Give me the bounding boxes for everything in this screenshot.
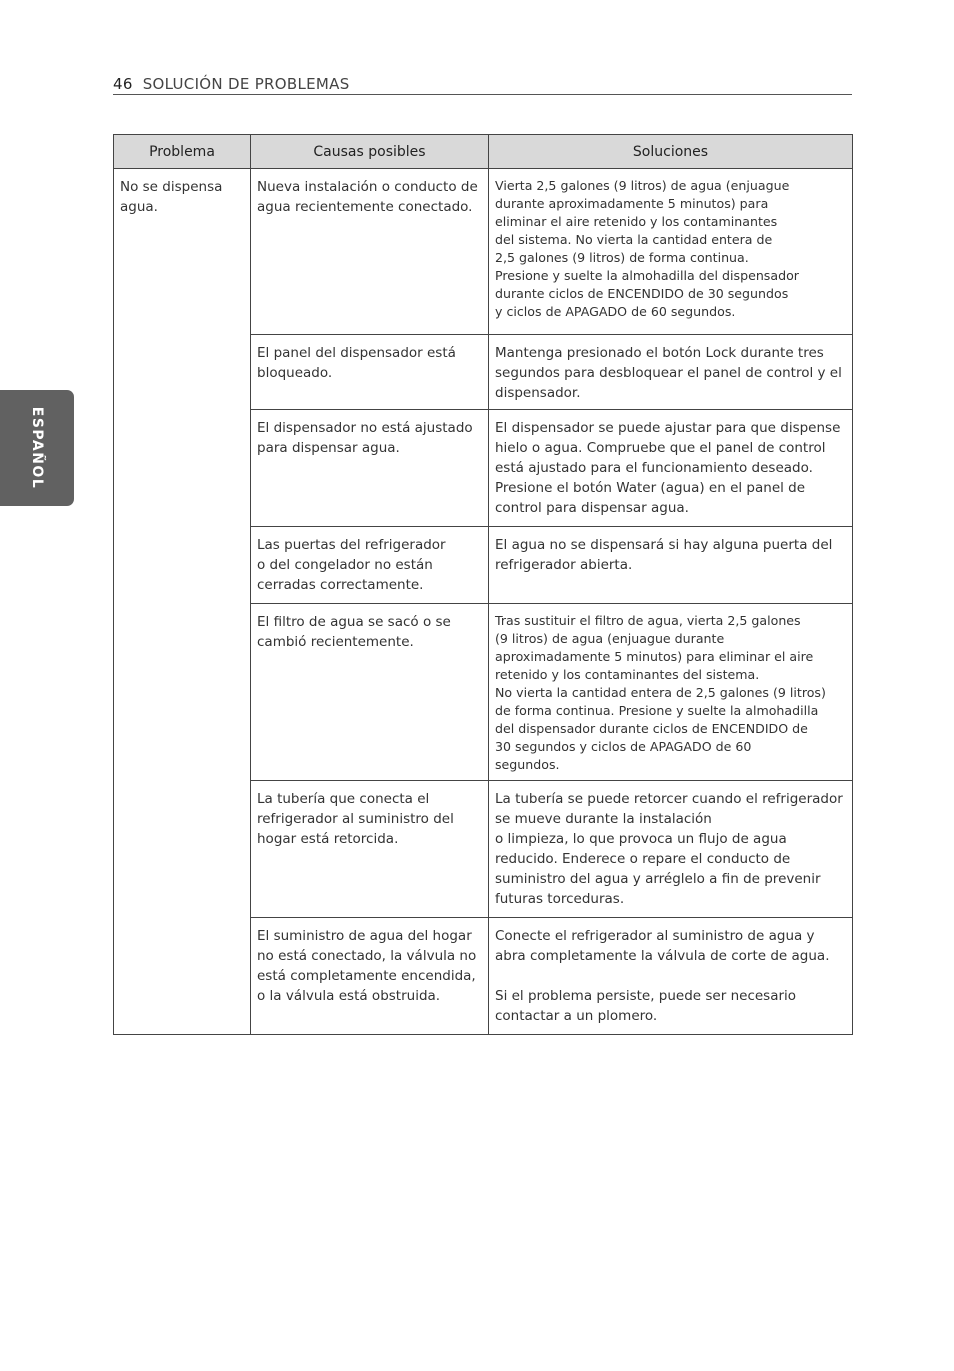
- solution-cell: La tubería se puede retorcer cuando el refrigerador se mueve durante la instalación o limpieza, lo que provoca un flujo de agua reducido. Enderece o repare el conducto de suministro del agua y arréglelo a fin de prevenir futuras torceduras.: [489, 781, 853, 918]
- page-header: [113, 74, 852, 95]
- solution-cell: El agua no se dispensará si hay alguna puerta del refrigerador abierta.: [489, 527, 853, 604]
- language-side-tab: [0, 390, 74, 506]
- solution-cell: Vierta 2,5 galones (9 litros) de agua (enjuague durante aproximadamente 5 minutos) para eliminar el aire retenido y los contaminantes del sistema. No vierta la cantidad entera de 2,5 galones (9 litros) de forma continua. Presione y suelte la almohadilla del dispensador durante ciclos de ENCENDIDO de 30 segundos y ciclos de APAGADO de 60 segundos.: [489, 169, 853, 335]
- solution-cell: Conecte el refrigerador al suministro de agua y abra completamente la válvula de corte de agua. Si el problema persiste, puede ser necesario contactar a un plomero.: [489, 918, 853, 1035]
- solution-cell: Mantenga presionado el botón Lock durante tres segundos para desbloquear el panel de control y el dispensador.: [489, 335, 853, 410]
- header-solutions: Soluciones: [489, 135, 853, 169]
- cause-cell: El filtro de agua se sacó o se cambió recientemente.: [251, 604, 489, 781]
- solution-cell: Tras sustituir el filtro de agua, vierta 2,5 galones (9 litros) de agua (enjuague durante aproximadamente 5 minutos) para eliminar el aire retenido y los contaminantes del sistema. No vierta la cantidad entera de 2,5 galones (9 litros) de forma continua. Presione y suelte la almohadilla del dispensador durante ciclos de ENCENDIDO de 30 segundos y ciclos de APAGADO de 60 segundos.: [489, 604, 853, 781]
- solution-cell: El dispensador se puede ajustar para que dispense hielo o agua. Compruebe que el panel de control está ajustado para el funcionamiento deseado. Presione el botón Water (agua) en el panel de control para dispensar agua.: [489, 410, 853, 527]
- cause-cell: El dispensador no está ajustado para dispensar agua.: [251, 410, 489, 527]
- header-problem: Problema: [114, 135, 251, 169]
- table-header-row: [114, 135, 853, 169]
- cause-cell: El suministro de agua del hogar no está conectado, la válvula no está completamente encendida, o la válvula está obstruida.: [251, 918, 489, 1035]
- troubleshooting-table: [113, 134, 853, 1035]
- page-number: 46: [113, 75, 133, 93]
- problem-cell: No se dispensa agua.: [114, 169, 251, 1035]
- cause-cell: El panel del dispensador está bloqueado.: [251, 335, 489, 410]
- table-row: [114, 169, 853, 335]
- cause-cell: Nueva instalación o conducto de agua recientemente conectado.: [251, 169, 489, 335]
- cause-cell: La tubería que conecta el refrigerador al suministro del hogar está retorcida.: [251, 781, 489, 918]
- side-tab-label: ESPAÑOL: [29, 406, 45, 490]
- section-title: SOLUCIÓN DE PROBLEMAS: [142, 75, 350, 93]
- cause-cell: Las puertas del refrigerador o del congelador no están cerradas correctamente.: [251, 527, 489, 604]
- header-causes: Causas posibles: [251, 135, 489, 169]
